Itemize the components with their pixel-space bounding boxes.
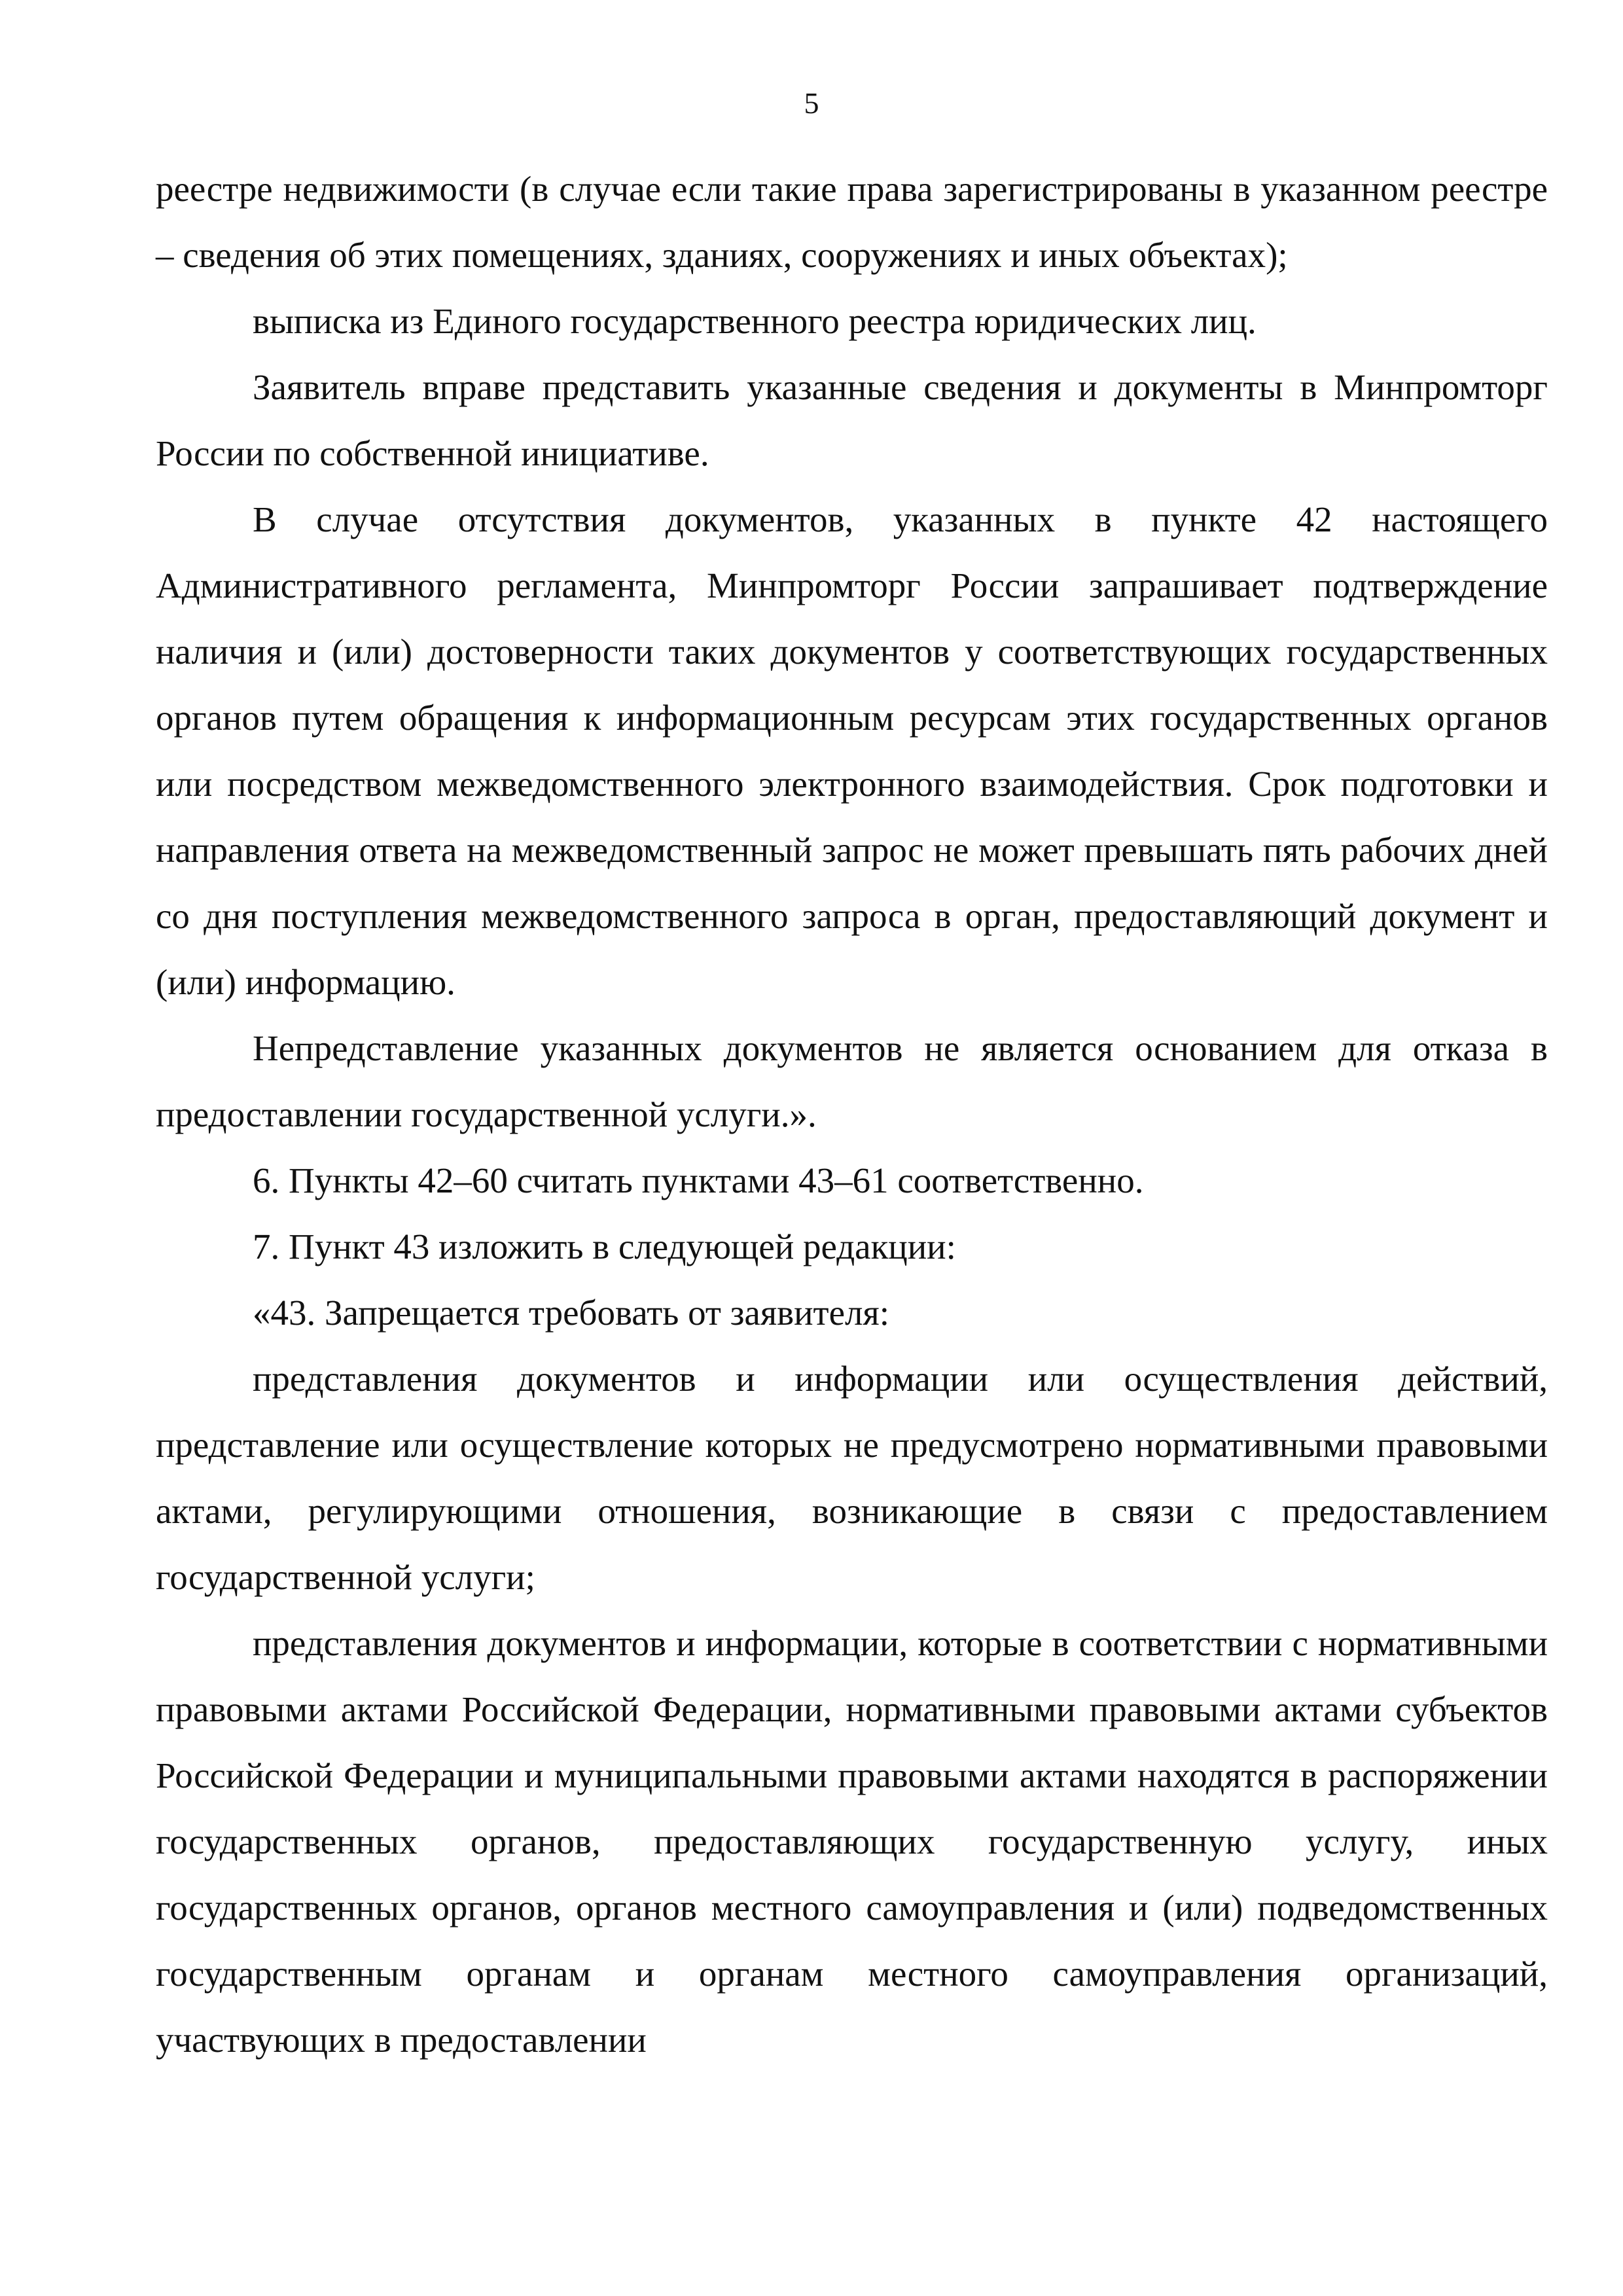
page-number: 5 [804,86,819,120]
paragraph-interagency-request: В случае отсутствия документов, указанных в пункте 42 настоящего Административного регламента, Минпромторг России запрашивает подтверждение наличия и (или) достоверности таких документов у соответствующих государственных органов путем обращения к информационным ресурсам этих государственных органов или посредством межведомственного электронного взаимодействия. Срок подготовки и направления ответа на межведомственный запрос не может превышать пять рабочих дней со дня поступления межведомственного запроса в орган, предоставляющий документ и (или) информацию. [156,499,1548,1002]
paragraph-clause-43: «43. Запрещается требовать от заявителя: [253,1293,890,1333]
paragraph-non-submission: Непредставление указанных документов не является основанием для отказа в предоставлении государственной услуги.». [156,1028,1548,1134]
paragraph-prohibition-2: представления документов и информации, которые в соответствии с нормативными правовыми актами Российской Федерации, нормативными правовыми актами субъектов Российской Федерации и муниципальными правовыми актами находятся в распоряжении государственных органов, предоставляющих государственную услугу, иных государственных органов, органов местного самоуправления и (или) подведомственных государственным органам и органам местного самоуправления организаций, участвующих в предоставлении [156,1623,1548,2060]
paragraph-applicant-right: Заявитель вправе представить указанные сведения и документы в Минпромторг России по собственной инициативе. [156,367,1548,473]
paragraph-item-6: 6. Пункты 42–60 считать пунктами 43–61 соответственно. [253,1160,1144,1200]
paragraph-continuation: реестре недвижимости (в случае если такие права зарегистрированы в указанном реестре – сведения об этих помещениях, зданиях, сооружениях и иных объектах); [156,169,1548,275]
paragraph-egrul-extract: выписка из Единого государственного реестра юридических лиц. [253,301,1257,341]
paragraph-prohibition-1: представления документов и информации или осуществления действий, представление или осуществление которых не предусмотрено нормативными правовыми актами, регулирующими отношения, возникающие в связи с предоставлением государственной услуги; [156,1359,1548,1597]
document-body [156,156,1548,2073]
paragraph-item-7: 7. Пункт 43 изложить в следующей редакции: [253,1227,956,1266]
